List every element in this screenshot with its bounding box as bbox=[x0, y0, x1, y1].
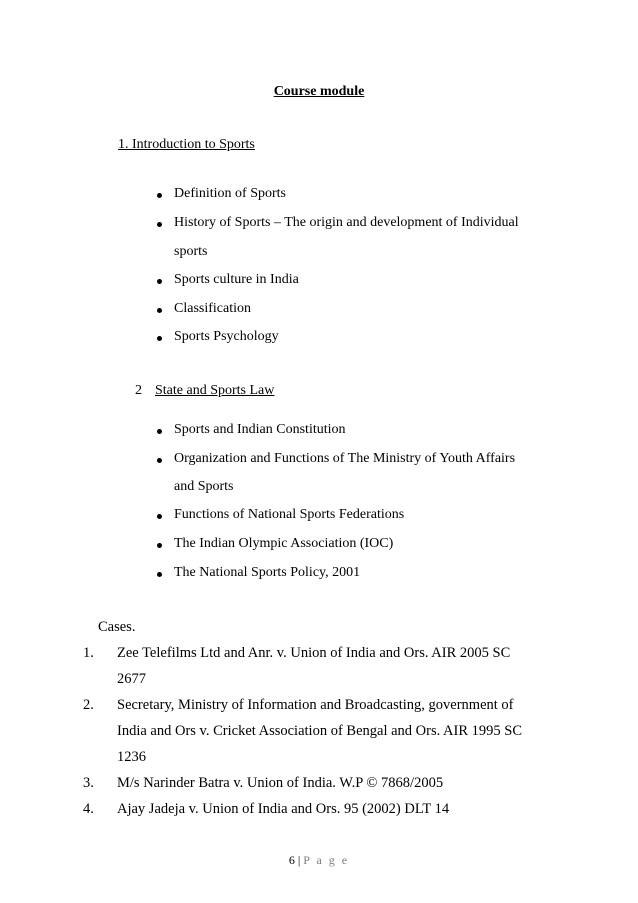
bullet-icon bbox=[157, 308, 162, 313]
case-line: M/s Narinder Batra v. Union of India. W.P © 7868/2005 bbox=[117, 775, 444, 791]
list-item: Classification bbox=[174, 301, 251, 316]
cases-label: Cases. bbox=[98, 619, 136, 635]
list-item: Organization and Functions of The Ministry of Youth Affairs bbox=[174, 451, 516, 466]
list-item: Sports culture in India bbox=[174, 272, 299, 287]
case-line: India and Ors v. Cricket Association of Bengal and Ors. AIR 1995 SC bbox=[117, 723, 523, 739]
list-item: The Indian Olympic Association (IOC) bbox=[174, 536, 394, 551]
case-number: 3. bbox=[83, 775, 94, 791]
list-item: History of Sports – The origin and development of Individual bbox=[174, 215, 519, 230]
section-heading-introduction: 1. Introduction to Sports bbox=[118, 137, 255, 152]
case-number: 4. bbox=[83, 801, 94, 817]
list-item: The National Sports Policy, 2001 bbox=[174, 565, 361, 580]
section-number: 2 bbox=[135, 383, 142, 398]
bullet-icon bbox=[157, 514, 162, 519]
case-line: 2677 bbox=[117, 671, 146, 687]
case-line: 1236 bbox=[117, 749, 146, 765]
list-item: Sports Psychology bbox=[174, 329, 279, 344]
bullet-icon bbox=[157, 429, 162, 434]
list-item-continuation: and Sports bbox=[174, 479, 234, 494]
bullet-icon bbox=[157, 279, 162, 284]
bullet-icon bbox=[157, 458, 162, 463]
case-line: Secretary, Ministry of Information and Broadcasting, government of bbox=[117, 697, 514, 713]
case-number: 2. bbox=[83, 697, 94, 713]
case-line: Zee Telefilms Ltd and Anr. v. Union of India and Ors. AIR 2005 SC bbox=[117, 645, 511, 661]
list-item: Functions of National Sports Federations bbox=[174, 507, 405, 522]
page-number: 6 bbox=[288, 853, 295, 867]
bullet-icon bbox=[157, 222, 162, 227]
bullet-icon bbox=[157, 572, 162, 577]
list-item: Definition of Sports bbox=[174, 186, 286, 201]
bullet-icon bbox=[157, 193, 162, 198]
case-line: Ajay Jadeja v. Union of India and Ors. 95 (2002) DLT 14 bbox=[117, 801, 450, 817]
section-heading-sports-law: State and Sports Law bbox=[155, 383, 275, 398]
page-title: Course module bbox=[273, 84, 365, 99]
list-item: Sports and Indian Constitution bbox=[174, 422, 346, 437]
footer-separator: | bbox=[294, 853, 304, 867]
bullet-icon bbox=[157, 543, 162, 548]
list-item-continuation: sports bbox=[174, 244, 208, 259]
page-footer bbox=[0, 853, 638, 868]
bullet-icon bbox=[157, 336, 162, 341]
page-label: P a g e bbox=[303, 853, 350, 867]
case-number: 1. bbox=[83, 645, 94, 661]
